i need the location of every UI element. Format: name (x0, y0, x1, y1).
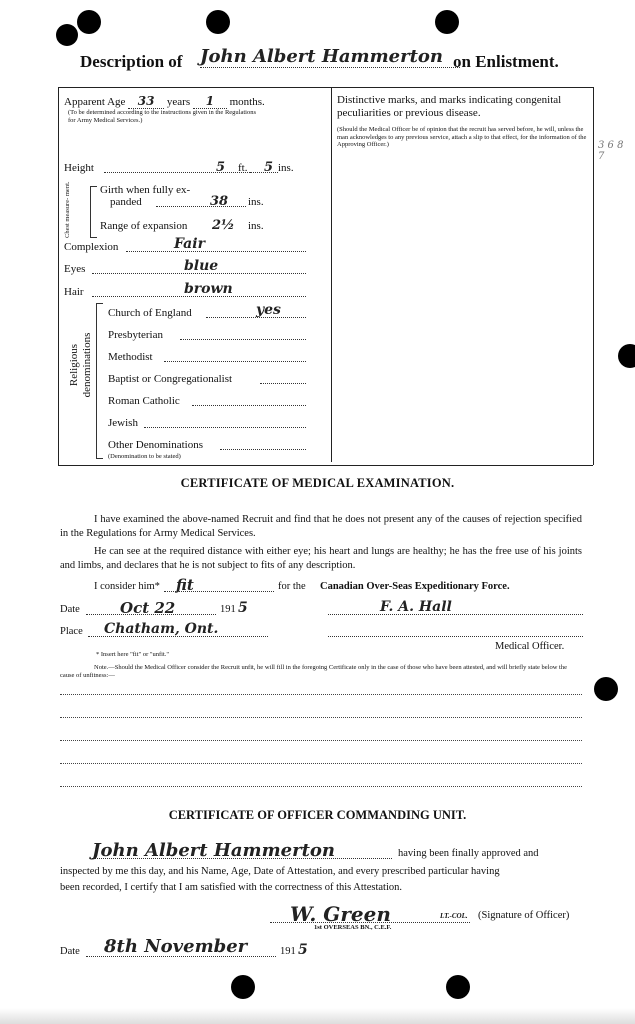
unfitness-line (60, 786, 582, 787)
bottom-edge (0, 1008, 635, 1024)
range-row (100, 220, 320, 236)
height-ft-value: 5 (216, 160, 226, 175)
punch-hole (231, 975, 255, 999)
consider-value: fit (176, 576, 194, 594)
religion-leader (164, 361, 306, 362)
religion-item-label: Baptist or Congregationalist (108, 373, 233, 385)
religion-bracket (96, 303, 103, 459)
complexion-leader (126, 251, 306, 252)
officer-text-1: having been finally approved and (398, 848, 539, 859)
right-border (593, 87, 594, 465)
medical-year-suffix: 5 (238, 600, 248, 616)
ins-leader (250, 172, 278, 173)
header-title-right: on Enlistment. (453, 52, 559, 71)
consider-label: I consider him* (94, 581, 160, 592)
medical-para-1: I have examined the above-named Recruit and find that he does not present any of the causes of rejection specified in the Regulations for Army Medical Services. (60, 514, 582, 539)
girth-label-2: panded (110, 196, 142, 208)
unfitness-line (60, 740, 582, 741)
other-denomination-note: (Denomination to be stated) (108, 453, 181, 460)
girth-leader (156, 206, 246, 207)
unit-stamp: 1st OVERSEAS BN., C.E.F. (314, 924, 392, 931)
medical-signature-line (328, 614, 583, 615)
complexion-label: Complexion (64, 241, 119, 253)
header-title-left: Description of (80, 52, 183, 71)
religion-item (108, 439, 326, 453)
religion-side-label-1: Religious (68, 343, 80, 387)
range-label: Range of expansion (100, 220, 188, 232)
unfitness-line (60, 763, 582, 764)
officer-signature-label: (Signature of Officer) (478, 910, 570, 921)
medical-date-label: Date (60, 604, 80, 615)
religion-item-label: Other Denominations (108, 439, 204, 451)
medical-year-prefix: 191 (220, 604, 236, 615)
range-unit: ins. (248, 220, 264, 232)
medical-date-row (60, 599, 585, 620)
officer-title: CERTIFICATE OF OFFICER COMMANDING UNIT. (168, 808, 467, 822)
height-row (64, 162, 328, 178)
religion-item-label: Presbyterian (108, 329, 163, 341)
hair-label: Hair (64, 286, 84, 298)
religion-leader (192, 405, 306, 406)
months-label: months. (229, 96, 265, 108)
apparent-age-row (64, 94, 328, 110)
girth-value: 38 (210, 194, 229, 209)
place-right-line (328, 636, 583, 637)
unfitness-line (60, 717, 582, 718)
religion-side-label-2: denominations (81, 332, 93, 398)
religion-item (108, 395, 326, 417)
eyes-label: Eyes (64, 263, 86, 275)
punch-hole (435, 10, 459, 34)
chest-bracket (90, 186, 97, 238)
hair-row (64, 281, 328, 302)
height-ins-label: ins. (278, 162, 294, 174)
age-months-value: 1 (193, 94, 227, 109)
officer-year-prefix: 191 (280, 946, 296, 957)
officer-date-row (60, 936, 360, 960)
medical-signature: F. A. Hall (380, 599, 452, 615)
recruit-name: John Albert Hammerton (200, 46, 460, 68)
officer-name-value: John Albert Hammerton (92, 840, 335, 861)
marks-heading: Distinctive marks, and marks indicating congenital peculiarities or previous disease. (337, 94, 562, 119)
height-ins-value: 5 (264, 160, 274, 175)
left-border (58, 87, 59, 465)
girth-unit: ins. (248, 196, 264, 208)
officer-name-row (60, 840, 585, 864)
religion-item (108, 329, 326, 351)
officer-year-suffix: 5 (298, 942, 308, 958)
medical-note: Note.—Should the Medical Officer consider the Recruit unfit, he will fill in the foregoing Certificate only in the case of those who have been attested, and will briefly state below the cause of unfitness:— (60, 664, 567, 679)
medical-para-2: He can see at the required distance with either eye; his heart and lungs are healthy; he has the free use of his joints and limbs, and declares that he is not subject to fits of any description. (60, 546, 582, 571)
religion-leader (180, 339, 306, 340)
unfitness-line (60, 694, 582, 695)
chest-label: Chest measure- ment. (64, 181, 71, 238)
margin-note: 3 6 8 7 (598, 140, 624, 162)
eyes-row (64, 258, 328, 279)
religion-item-value: yes (256, 302, 281, 318)
apparent-age-label: Apparent Age (64, 96, 126, 108)
religion-leader (260, 383, 306, 384)
officer-signature-row (270, 902, 590, 936)
punch-hole (56, 24, 78, 46)
religion-list (108, 302, 326, 461)
religion-item (108, 351, 326, 373)
officer-signature: W. Green (290, 902, 391, 926)
ft-label: ft. (238, 162, 248, 174)
punch-hole (618, 344, 635, 368)
form-header (70, 46, 590, 76)
religion-item (108, 417, 326, 439)
for-label: for the (278, 581, 306, 592)
religion-item (108, 373, 326, 395)
religion-side-label (68, 320, 94, 410)
place-value: Chatham, Ont. (104, 621, 219, 637)
religion-leader (220, 449, 306, 450)
eyes-value: blue (184, 258, 219, 274)
marks-note: (Should the Medical Officer be of opinion that the recruit has served before, he will, unless the man acknowledges to any previous service, attach a slip to that effect, for the information of the Approving Officer.) (337, 126, 587, 148)
officer-date-label: Date (60, 946, 80, 957)
complexion-value: Fair (174, 236, 205, 252)
officer-rank: LT.-COL. (440, 912, 468, 920)
bottom-rule (58, 465, 593, 466)
medical-title: CERTIFICATE OF MEDICAL EXAMINATION. (180, 476, 455, 490)
religion-item-label: Methodist (108, 351, 153, 363)
place-label: Place (60, 626, 83, 637)
column-divider (331, 87, 332, 462)
punch-hole (206, 10, 230, 34)
officer-text-2: inspected by me this day, and his Name, Age, Date of Attestation, and every prescribed particular having (60, 866, 500, 877)
religion-item-label: Jewish (108, 417, 138, 429)
officer-text-3: been recorded, I certify that I am satisfied with the correctness of this Attestation. (60, 882, 403, 893)
age-years-value: 33 (128, 94, 164, 109)
medical-date-value: Oct 22 (120, 599, 176, 617)
age-note: (To be determined according to the instructions given in the Regulations for Army Medical Services.) (68, 109, 256, 124)
years-label: years (166, 96, 191, 108)
medical-officer-label: Medical Officer. (495, 641, 565, 652)
girth-label-1: Girth when fully ex- (100, 184, 191, 196)
religion-item (108, 302, 326, 329)
girth-row (100, 184, 320, 214)
religion-item-label: Church of England (108, 307, 192, 319)
officer-date-value: 8th November (104, 936, 248, 957)
range-value: 2½ (212, 218, 235, 233)
punch-hole (77, 10, 101, 34)
force-name: Canadian Over-Seas Expeditionary Force. (320, 581, 510, 592)
religion-item-label: Roman Catholic (108, 395, 180, 407)
religion-leader (144, 427, 306, 428)
punch-hole (446, 975, 470, 999)
complexion-row (64, 236, 328, 257)
top-rule (58, 87, 593, 88)
punch-hole (594, 677, 618, 701)
insert-note: * Insert here "fit" or "unfit." (96, 651, 170, 658)
height-label: Height (64, 162, 94, 174)
hair-value: brown (184, 281, 233, 297)
place-row (60, 621, 585, 642)
consider-row (60, 576, 585, 597)
